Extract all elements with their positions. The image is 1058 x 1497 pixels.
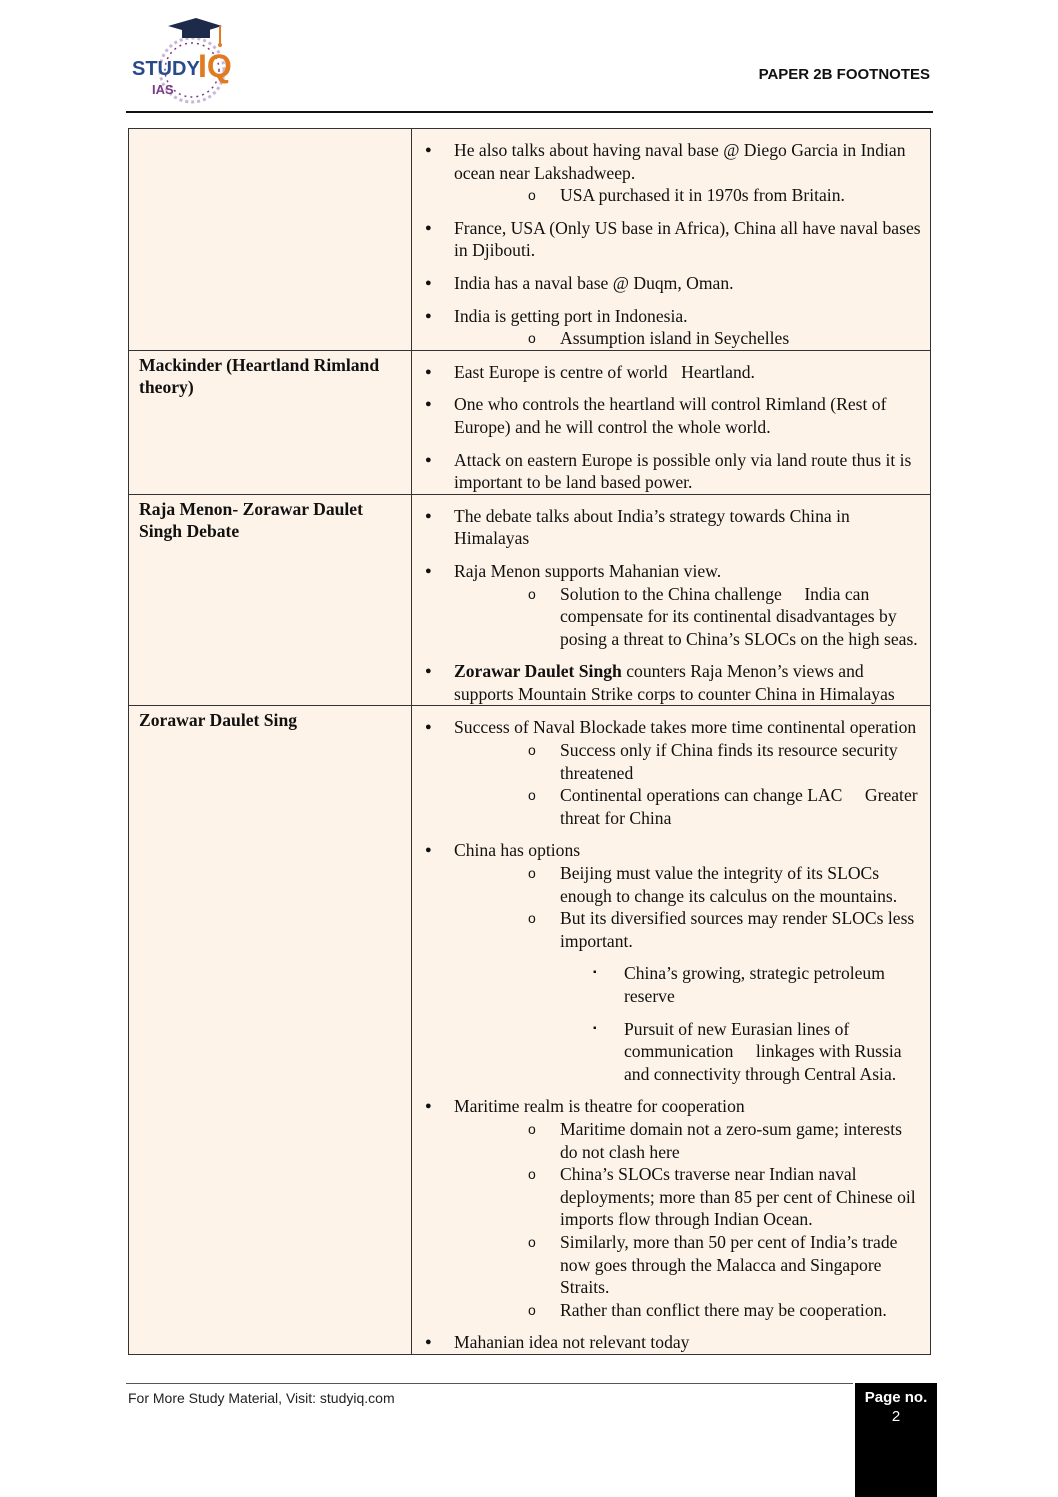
bullet-text-body: Maritime realm is theatre for cooperation bbox=[454, 1096, 745, 1117]
bullet-text bbox=[454, 1095, 922, 1118]
sub-bullet-mark: o bbox=[528, 742, 536, 759]
footer-divider bbox=[126, 1383, 853, 1384]
bullet-point bbox=[412, 272, 922, 295]
sub-sub-point bbox=[454, 1018, 922, 1086]
bullet-point bbox=[412, 560, 922, 650]
bullet-text-body: One who controls the heartland will control Rimland (Rest of Europe) and he will control the whole world. bbox=[454, 394, 887, 437]
bullet-text bbox=[454, 393, 922, 438]
bullet-mark: ● bbox=[425, 276, 432, 289]
table-row bbox=[129, 706, 931, 1354]
bullet-text-body: Success of Naval Blockade takes more time continental operation bbox=[454, 717, 917, 738]
bullet-mark: ● bbox=[425, 665, 432, 678]
bullet-text-body: India has a naval base @ Duqm, Oman. bbox=[454, 272, 734, 293]
sub-point bbox=[454, 784, 922, 829]
bullet-mark: ● bbox=[425, 365, 432, 378]
bullet-text-body: China has options bbox=[454, 840, 581, 861]
sub-bullet-mark: o bbox=[528, 585, 536, 602]
bullet-mark: ● bbox=[425, 1100, 432, 1113]
sub-bullet-mark: o bbox=[528, 330, 536, 347]
bullet-text bbox=[454, 560, 922, 583]
table-row bbox=[129, 350, 931, 494]
topic-cell bbox=[129, 706, 412, 1354]
sub-sub-point-text: Pursuit of new Eurasian lines of communication linkages with Russia and connectivity through Central Asia. bbox=[624, 1018, 914, 1084]
bullet-text bbox=[454, 217, 922, 262]
bullet-text-body: He also talks about having naval base @ Diego Garcia in Indian ocean near Lakshadweep. bbox=[454, 140, 906, 183]
sub-point-text: USA purchased it in 1970s from Britain. bbox=[560, 185, 845, 206]
bullet-text-body: Attack on eastern Europe is possible only via land route thus it is important to be land based power. bbox=[454, 449, 912, 493]
bullet-text bbox=[454, 139, 922, 184]
table-row bbox=[129, 129, 931, 351]
sub-point bbox=[454, 739, 922, 784]
sub-point-text: Assumption island in Seychelles bbox=[560, 328, 790, 349]
notes-table-body bbox=[129, 129, 931, 1355]
bullet-text-body: Mahanian idea not relevant today bbox=[454, 1332, 690, 1353]
bullet-text bbox=[454, 449, 922, 494]
sub-point-text: Continental operations can change LAC Greater threat for China bbox=[560, 785, 900, 828]
bullet-mark: ● bbox=[425, 844, 432, 857]
header-divider bbox=[126, 111, 933, 113]
bullet-mark: ● bbox=[425, 453, 432, 466]
bullet-text-body: counters Raja Menon’s views and supports Mountain Strike corps to counter China in Himalayas bbox=[454, 661, 895, 704]
bullet-mark: ● bbox=[425, 1336, 432, 1349]
topic-title: Raja Menon- Zorawar Daulet Singh Debate bbox=[139, 498, 363, 542]
sub-bullet-mark: o bbox=[528, 1120, 536, 1137]
bullet-point bbox=[412, 305, 922, 350]
bullet-mark: ● bbox=[425, 509, 432, 522]
topic-cell bbox=[129, 350, 412, 494]
sub-bullet-mark: o bbox=[528, 1166, 536, 1183]
bullet-bold-text: Zorawar Daulet Singh bbox=[454, 661, 622, 682]
bullet-mark: ● bbox=[425, 721, 432, 734]
bullet-point bbox=[412, 1095, 922, 1321]
topic-title: Mackinder (Heartland Rimland theory) bbox=[139, 354, 380, 398]
sub-point-text: Solution to the China challenge India can compensate for its continental disadvantages by posing a threat to China’s SLOCs on the high seas. bbox=[560, 583, 918, 649]
logo-word-iq: IQ bbox=[198, 48, 232, 84]
notes-cell bbox=[412, 706, 931, 1354]
sub-point bbox=[454, 1118, 922, 1163]
bullet-mark: ● bbox=[425, 564, 432, 577]
bullet-point bbox=[412, 139, 922, 207]
notes-cell bbox=[412, 350, 931, 494]
bullet-text-body: The debate talks about India’s strategy towards China in Himalayas bbox=[454, 505, 850, 549]
logo-word-ias: IAS bbox=[152, 82, 174, 97]
logo-word-study: STUDY bbox=[132, 58, 200, 80]
bullet-mark: ● bbox=[425, 398, 432, 411]
sub-sub-point-text: China’s growing, strategic petroleum reserve bbox=[624, 963, 885, 1006]
sub-point bbox=[454, 1231, 922, 1299]
bullet-text bbox=[454, 716, 922, 739]
sub-bullet-mark: o bbox=[528, 910, 536, 927]
sub-point-text: China’s SLOCs traverse near Indian naval deployments; more than 85 per cent of Chinese oil imports flow through Indian Ocean. bbox=[560, 1164, 916, 1230]
topic-title: Zorawar Daulet Sing bbox=[139, 710, 298, 731]
bullet-text bbox=[454, 660, 922, 705]
bullet-point bbox=[412, 839, 922, 1085]
notes-table bbox=[128, 128, 931, 1355]
bullet-text bbox=[454, 361, 922, 384]
bullet-text bbox=[454, 272, 922, 295]
bullet-point bbox=[412, 716, 922, 829]
bullet-text-body: India is getting port in Indonesia. bbox=[454, 305, 688, 326]
bullet-text-body: East Europe is centre of world Heartland. bbox=[454, 361, 746, 382]
bullet-point bbox=[412, 505, 922, 550]
bullet-point bbox=[412, 217, 922, 262]
notes-cell bbox=[412, 494, 931, 706]
sub-point-text: Beijing must value the integrity of its SLOCs enough to change its calculus on the mountains. bbox=[560, 863, 898, 906]
page-number: 2 bbox=[891, 1408, 901, 1425]
sub-point-text: Success only if China finds its resource security threatened bbox=[560, 740, 898, 783]
sub-point-text: Similarly, more than 50 per cent of India’s trade now goes through the Malacca and Singapore Straits. bbox=[560, 1231, 898, 1298]
topic-cell bbox=[129, 494, 412, 706]
paper-title: PAPER 2B FOOTNOTES bbox=[758, 66, 930, 83]
square-bullet-mark: ▪ bbox=[593, 967, 597, 979]
sub-bullet-mark: o bbox=[528, 187, 536, 204]
bullet-point bbox=[412, 1331, 922, 1354]
footer-link-text: For More Study Material, Visit: studyiq.com bbox=[128, 1390, 395, 1406]
sub-point bbox=[454, 907, 922, 952]
sub-bullet-mark: o bbox=[528, 1301, 536, 1318]
bullet-text-body: France, USA (Only US base in Africa), China all have naval bases in Djibouti. bbox=[454, 217, 921, 261]
sub-point bbox=[454, 862, 922, 907]
table-row bbox=[129, 494, 931, 706]
sub-bullet-mark: o bbox=[528, 787, 536, 804]
topic-cell bbox=[129, 129, 412, 351]
sub-bullet-mark: o bbox=[528, 1233, 536, 1250]
square-bullet-mark: ▪ bbox=[593, 1022, 597, 1034]
sub-point-text: But its diversified sources may render SLOCs less important. bbox=[560, 908, 915, 951]
bullet-text bbox=[454, 839, 922, 862]
bullet-point bbox=[412, 361, 922, 384]
sub-point bbox=[454, 184, 922, 207]
bullet-point bbox=[412, 393, 922, 438]
sub-point bbox=[454, 327, 922, 350]
notes-cell bbox=[412, 129, 931, 351]
sub-point bbox=[454, 583, 922, 651]
bullet-point bbox=[412, 660, 922, 705]
sub-point-text: Rather than conflict there may be cooperation. bbox=[560, 1299, 887, 1320]
sub-point-text: Maritime domain not a zero-sum game; interests do not clash here bbox=[560, 1118, 903, 1162]
bullet-mark: ● bbox=[425, 144, 432, 156]
bullet-point bbox=[412, 449, 922, 494]
bullet-mark: ● bbox=[425, 309, 432, 322]
page-number-box bbox=[855, 1383, 937, 1497]
bullet-mark: ● bbox=[425, 221, 432, 234]
sub-point bbox=[454, 1163, 922, 1231]
bullet-text bbox=[454, 505, 922, 550]
sub-bullet-mark: o bbox=[528, 865, 536, 882]
bullet-text-body: Raja Menon supports Mahanian view. bbox=[454, 560, 722, 581]
sub-sub-point bbox=[454, 962, 922, 1007]
bullet-text bbox=[454, 1331, 922, 1354]
studyiq-logo bbox=[130, 14, 242, 106]
page-label: Page no. bbox=[864, 1389, 928, 1406]
bullet-text bbox=[454, 305, 922, 328]
sub-point bbox=[454, 1299, 922, 1322]
